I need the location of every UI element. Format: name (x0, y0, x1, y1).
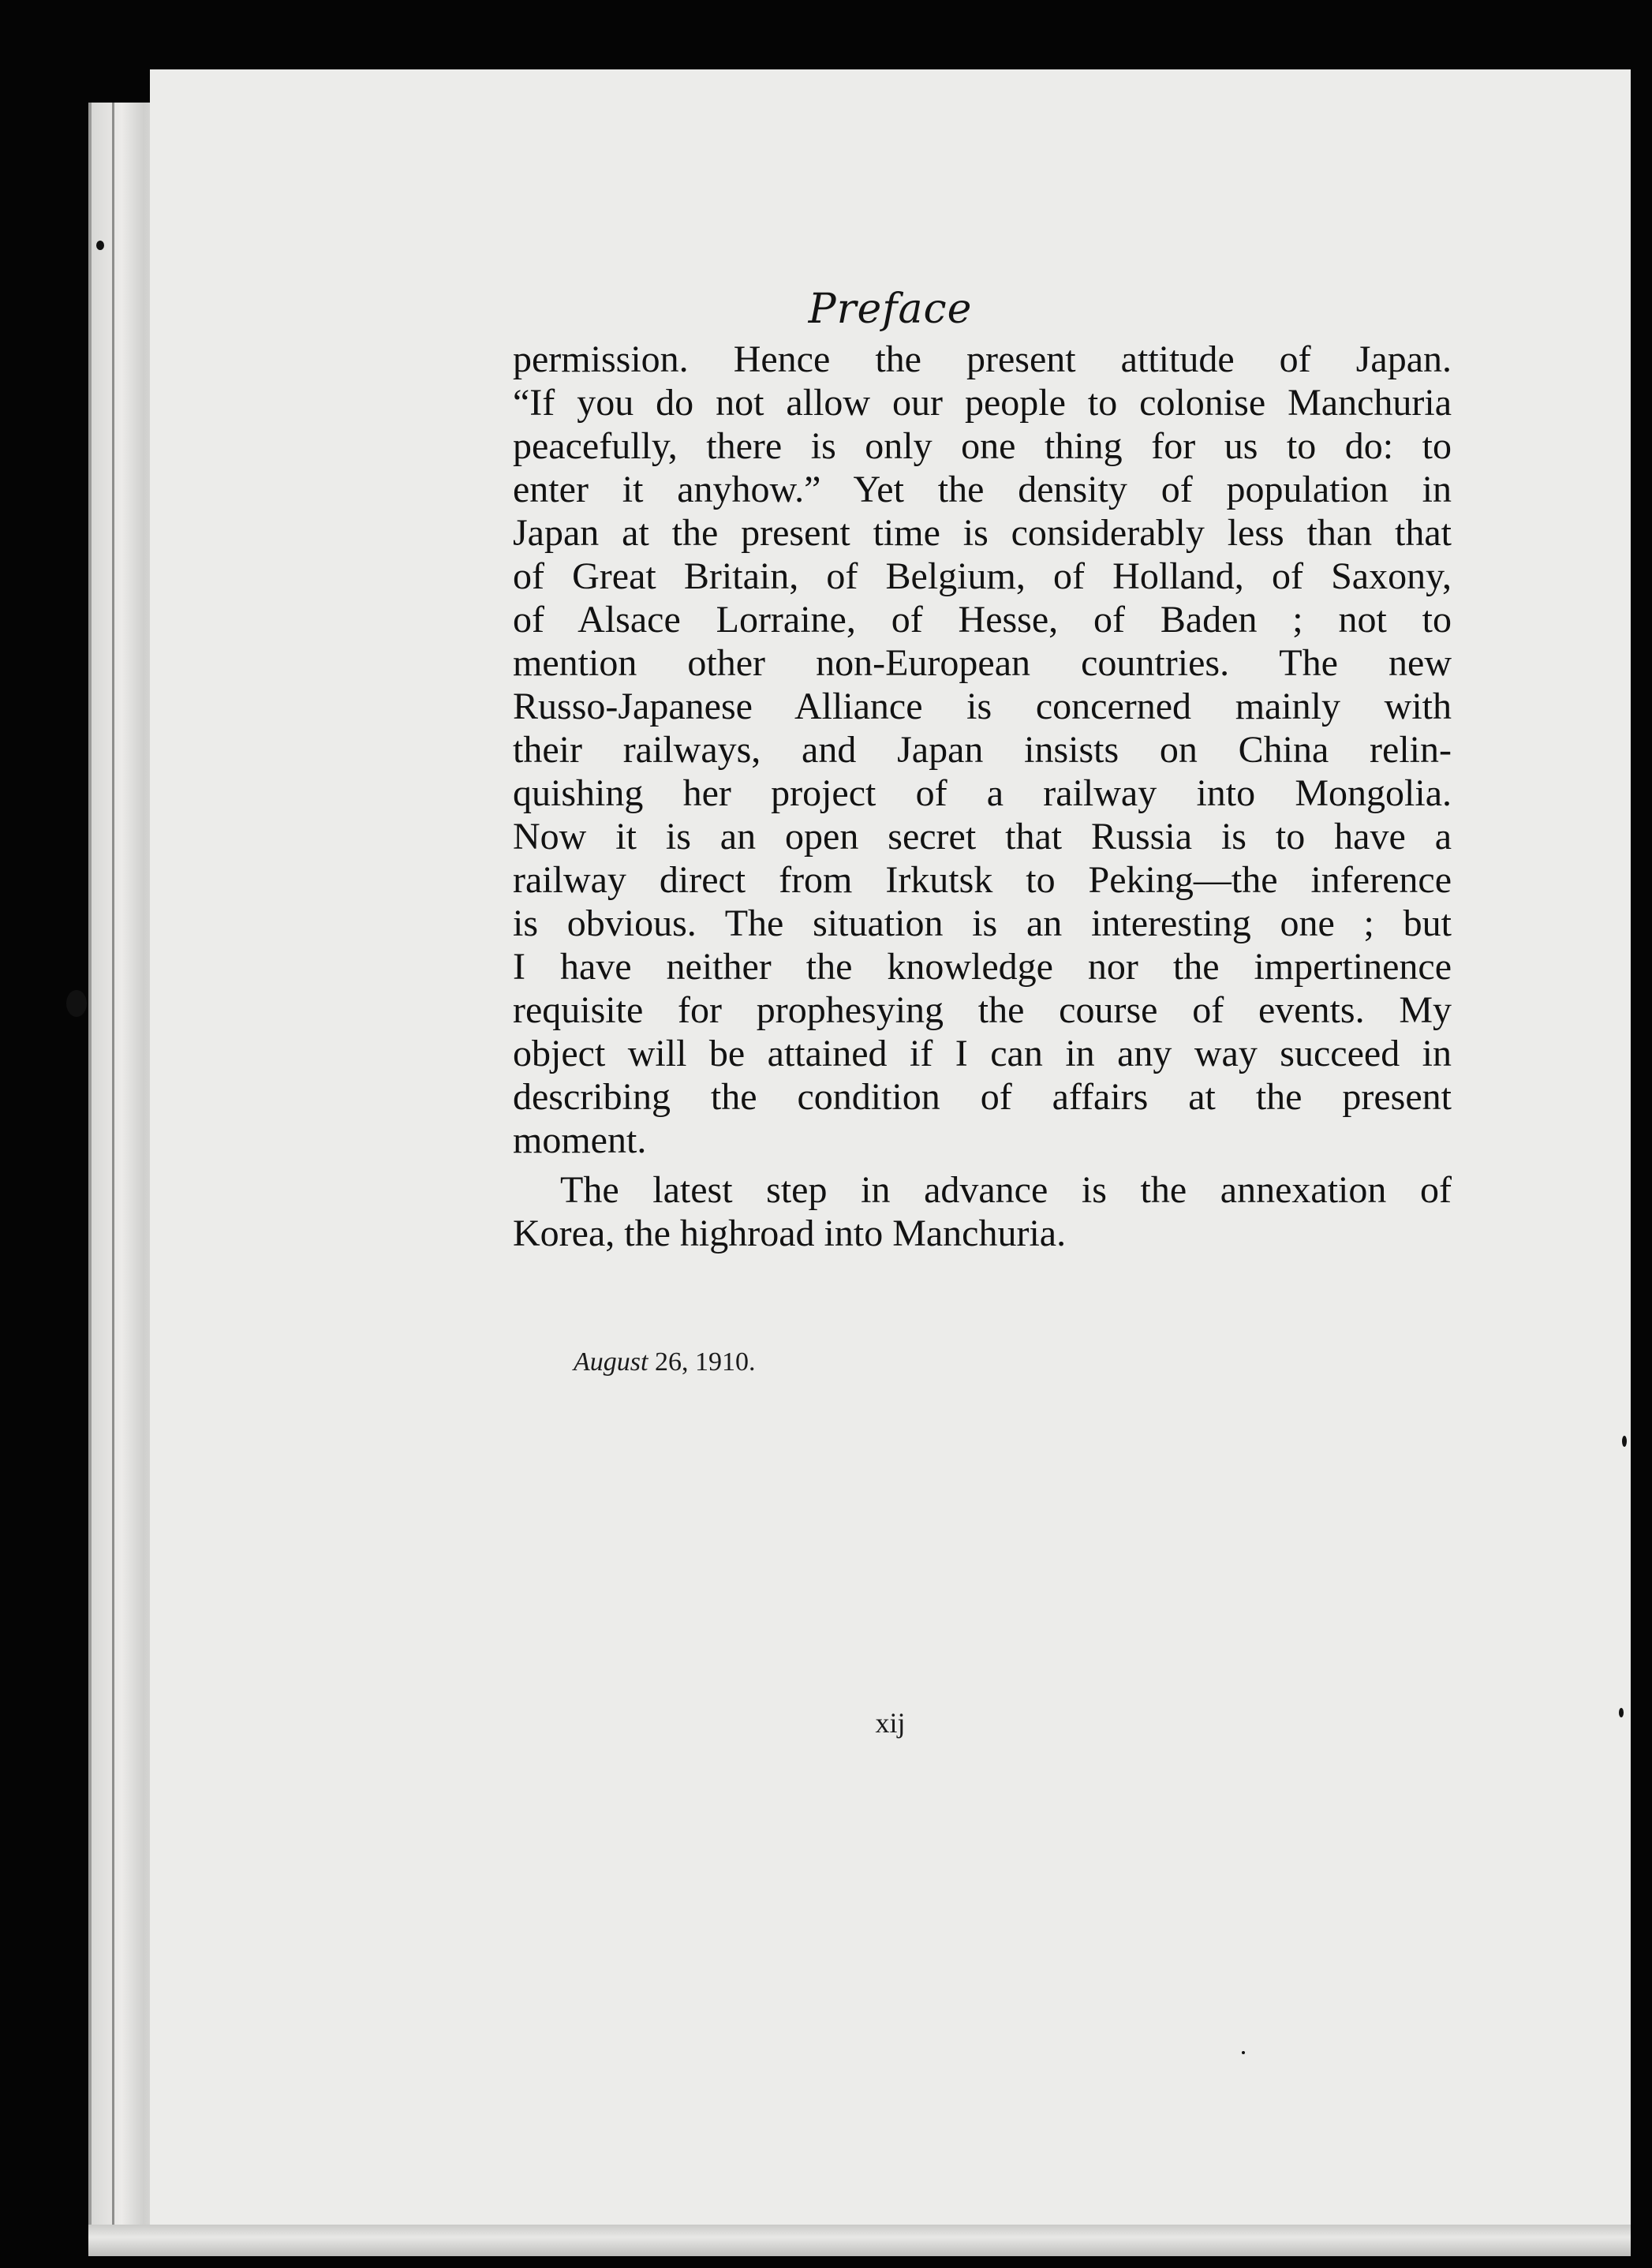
text-line: requisite for prophesying the course of events. My (513, 989, 1452, 1031)
scan-speck (66, 990, 87, 1017)
text-line: is obvious. The situation is an interesting one ; but (513, 902, 1452, 944)
scan-speck (1242, 2051, 1245, 2054)
text-line: of Alsace Lorraine, of Hesse, of Baden ; not to (513, 599, 1452, 641)
page-number: xij (875, 1707, 906, 1739)
dateline-month: August (574, 1347, 648, 1377)
scan-speck (96, 241, 104, 250)
text-line: Japan at the present time is considerably less than that (513, 512, 1452, 554)
text-line: Now it is an open secret that Russia is to have a (513, 816, 1452, 858)
closing-paragraph-line: The latest step in advance is the annexation of (560, 1169, 1452, 1211)
text-line: “If you do not allow our people to colonise Manchuria (513, 382, 1452, 424)
text-line: moment. (513, 1119, 647, 1161)
body-text (513, 338, 1452, 1255)
text-line: describing the condition of affairs at the present (513, 1076, 1452, 1118)
text-line: their railways, and Japan insists on China relin- (513, 729, 1452, 771)
text-line: mention other non-European countries. The new (513, 642, 1452, 684)
dateline (574, 1347, 755, 1377)
text-line: enter it anyhow.” Yet the density of population in (513, 469, 1452, 510)
text-line: I have neither the knowledge nor the impertinence (513, 946, 1452, 988)
text-line: railway direct from Irkutsk to Peking—the inference (513, 859, 1452, 901)
running-head: Preface (808, 286, 973, 333)
scan-speck (1622, 1436, 1627, 1447)
closing-paragraph-line: Korea, the highroad into Manchuria. (513, 1212, 1067, 1254)
book-page-bottom-edge (88, 2225, 1631, 2256)
dateline-day-year: 26, 1910. (648, 1347, 756, 1377)
text-line: permission. Hence the present attitude of Japan. (513, 338, 1452, 380)
text-line: peacefully, there is only one thing for us to do: to (513, 425, 1452, 467)
text-line: object will be attained if I can in any way succeed in (513, 1033, 1452, 1074)
text-line: quishing her project of a railway into Mongolia. (513, 772, 1452, 814)
text-line: of Great Britain, of Belgium, of Holland, of Saxony, (513, 555, 1452, 597)
book-page (150, 69, 1631, 2251)
text-line: Russo-Japanese Alliance is concerned mainly with (513, 686, 1452, 727)
scan-speck (1619, 1708, 1624, 1717)
